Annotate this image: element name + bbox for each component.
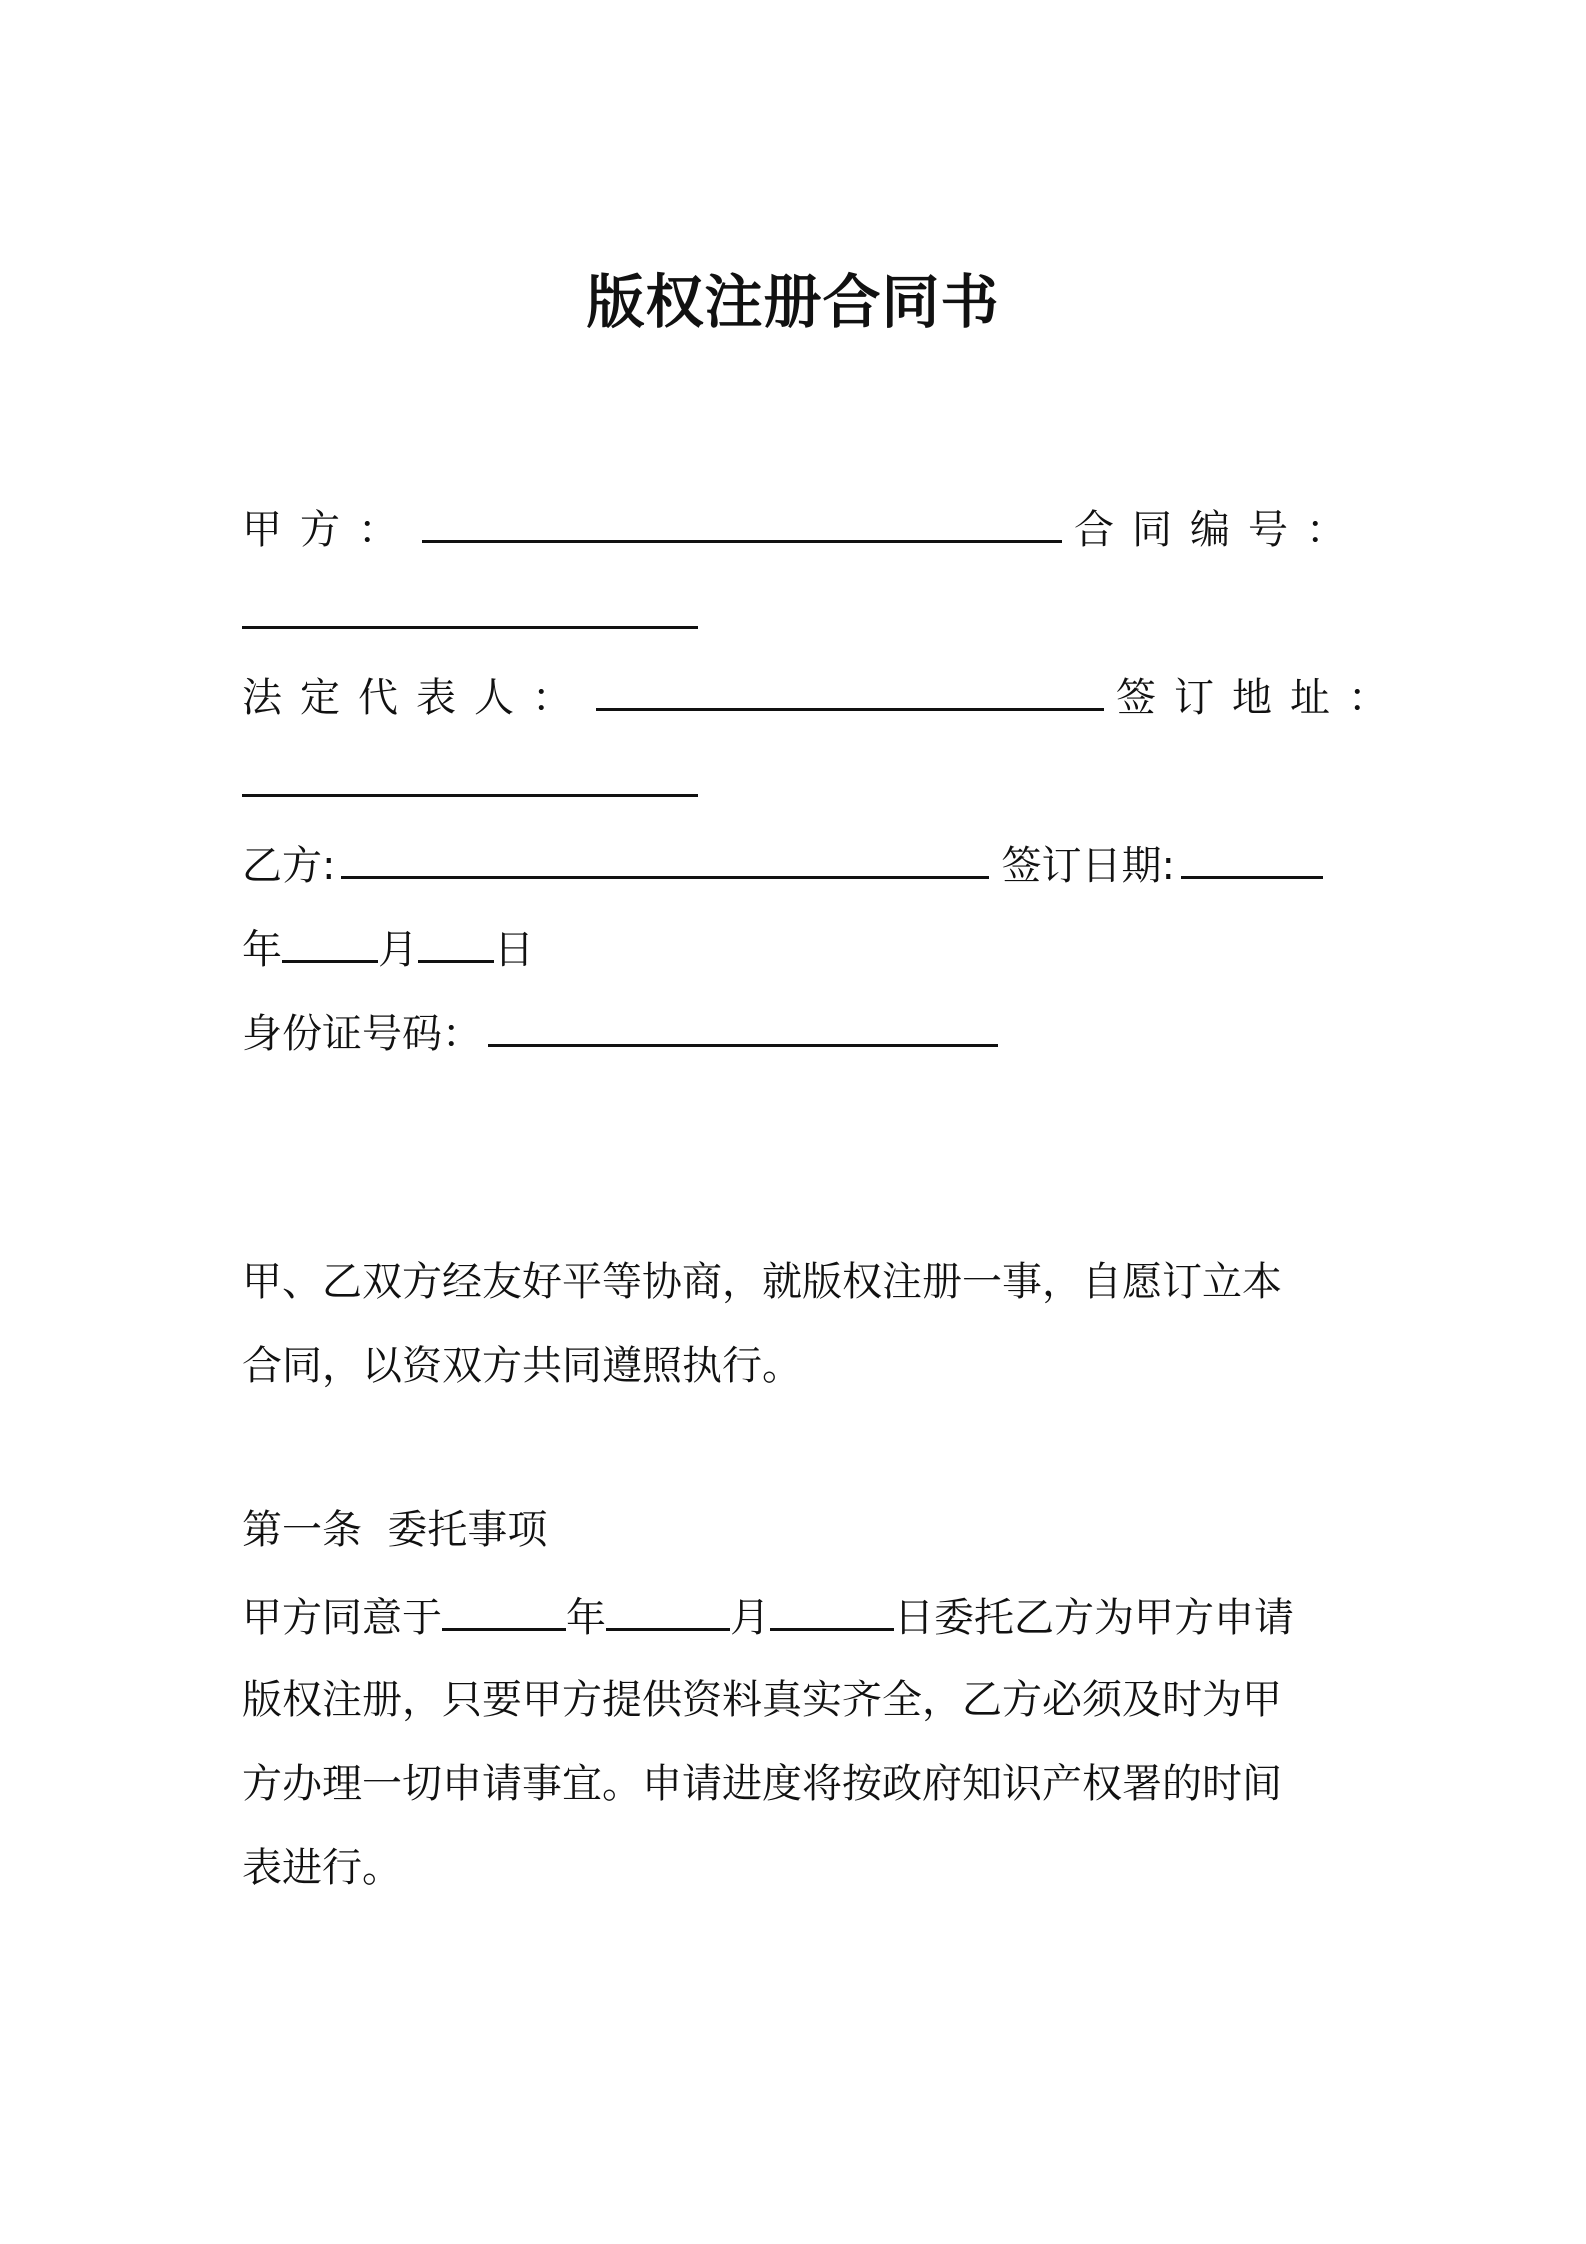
- year-label: 年: [242, 927, 282, 973]
- contract-no-row: [242, 586, 698, 644]
- article-1-text-rest: 日委托乙方为甲方申请: [894, 1595, 1294, 1641]
- party-b-label: 乙方:: [242, 843, 336, 889]
- entrust-month-field[interactable]: [606, 1588, 730, 1631]
- entrust-year-field[interactable]: [442, 1588, 566, 1631]
- legal-rep-label: 法定代表人：: [242, 675, 590, 721]
- party-a-field[interactable]: [422, 500, 1062, 543]
- article-1-line-2: 版权注册，只要甲方提供资料真实齐全，乙方必须及时为甲: [242, 1677, 1282, 1723]
- contract-no-label: 合同编号：: [1074, 507, 1364, 553]
- sign-date-field[interactable]: [1181, 836, 1323, 879]
- preamble-line-1: 甲、乙双方经友好平等协商，就版权注册一事，自愿订立本: [242, 1259, 1282, 1305]
- contract-no-field[interactable]: [242, 586, 698, 629]
- article-1-text-a: 甲方同意于: [242, 1595, 442, 1641]
- article-1-heading: 第一条 委托事项: [242, 1507, 548, 1553]
- party-a-row: [242, 500, 1364, 558]
- id-no-label: 身份证号码：: [242, 1011, 482, 1057]
- sign-place-label: 签订地址：: [1116, 675, 1406, 721]
- legal-rep-row: [242, 668, 1406, 726]
- entrust-day-field[interactable]: [770, 1588, 894, 1631]
- sign-place-field[interactable]: [242, 754, 698, 797]
- month-label: 月: [378, 927, 418, 973]
- legal-rep-field[interactable]: [596, 668, 1104, 711]
- id-no-row: [242, 1004, 998, 1062]
- party-a-label: 甲方：: [242, 507, 416, 553]
- day-label: 日: [494, 927, 534, 973]
- document-title: 版权注册合同书: [586, 268, 1000, 336]
- sign-year-field[interactable]: [282, 920, 378, 963]
- article-1-line-3: 方办理一切申请事宜。申请进度将按政府知识产权署的时间: [242, 1761, 1282, 1807]
- sign-place-row: [242, 754, 698, 812]
- id-no-field[interactable]: [488, 1004, 998, 1047]
- sign-date-label: 签订日期:: [1001, 843, 1175, 889]
- article-1-month-label: 月: [730, 1595, 770, 1641]
- article-1-line-4: 表进行。: [242, 1845, 402, 1891]
- party-b-field[interactable]: [341, 836, 989, 879]
- article-1-line-1: [242, 1588, 1294, 1646]
- article-1-year-label: 年: [566, 1595, 606, 1641]
- party-b-row: [242, 836, 1323, 894]
- preamble-line-2: 合同，以资双方共同遵照执行。: [242, 1343, 802, 1389]
- sign-date-row: [242, 920, 534, 978]
- sign-month-field[interactable]: [418, 920, 494, 963]
